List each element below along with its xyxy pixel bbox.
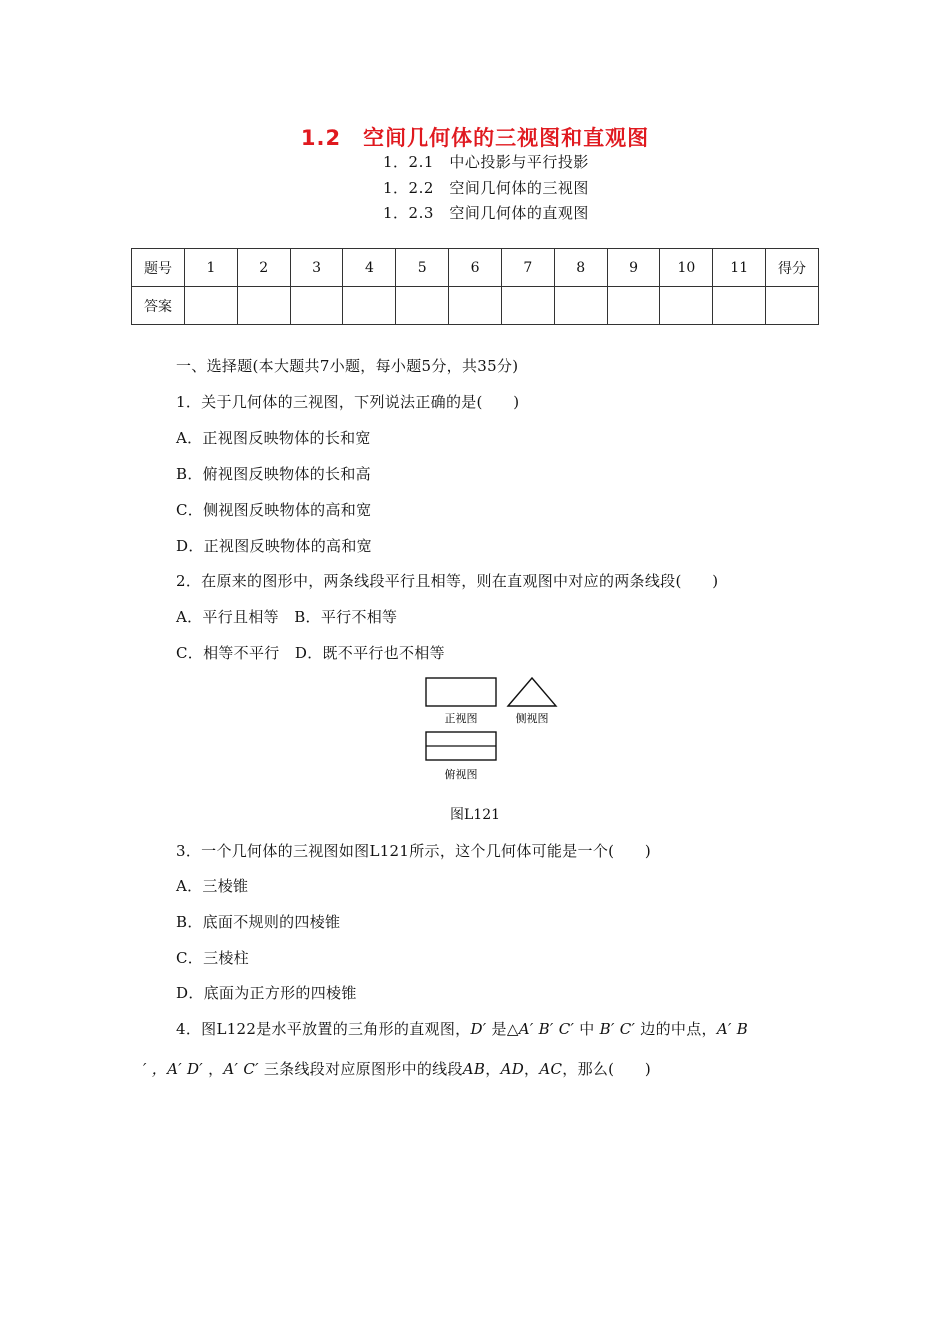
answer-cell[interactable] xyxy=(501,287,554,325)
number-cell-3: 3 xyxy=(290,249,343,287)
question-2-options-cd: C．相等不平行 D．既不平行也不相等 xyxy=(176,644,445,662)
row-label-answer: 答案 xyxy=(132,287,185,325)
q4-text: 中 xyxy=(574,1020,600,1038)
answer-cell[interactable] xyxy=(660,287,713,325)
number-cell-6: 6 xyxy=(449,249,502,287)
subtitle-1: 1．2.1 中心投影与平行投影 xyxy=(383,153,589,171)
question-2-options-ab: A．平行且相等 B．平行不相等 xyxy=(176,608,398,626)
number-cell-11: 11 xyxy=(713,249,766,287)
front-view-rectangle xyxy=(426,678,496,706)
question-1-stem: 1．关于几何体的三视图，下列说法正确的是( ) xyxy=(176,393,520,411)
answer-table xyxy=(131,248,819,325)
q4-text: ，那么( ) xyxy=(562,1060,652,1078)
q4-var: A′ C′ xyxy=(223,1060,259,1078)
number-cell-7: 7 xyxy=(501,249,554,287)
section-heading: 一、选择题(本大题共7小题，每小题5分，共35分) xyxy=(176,357,519,375)
question-4-line-2 xyxy=(143,1058,651,1079)
question-4-line-1 xyxy=(176,1018,748,1039)
row-label-number: 题号 xyxy=(132,249,185,287)
score-cell[interactable] xyxy=(766,287,819,325)
q4-text: 是△ xyxy=(486,1020,519,1038)
side-view-label: 侧视图 xyxy=(515,712,549,725)
answer-cell[interactable] xyxy=(343,287,396,325)
question-3-option-b: B．底面不规则的四棱锥 xyxy=(176,913,341,931)
question-1-option-c: C．侧视图反映物体的高和宽 xyxy=(176,501,372,519)
front-view-label: 正视图 xyxy=(444,712,478,725)
subtitle-3: 1．2.3 空间几何体的直观图 xyxy=(383,204,589,222)
q4-text: 4．图L122是水平放置的三角形的直观图， xyxy=(176,1020,471,1038)
subtitle-2: 1．2.2 空间几何体的三视图 xyxy=(383,179,589,197)
question-3-option-d: D．底面为正方形的四棱锥 xyxy=(176,984,357,1002)
number-cell-2: 2 xyxy=(237,249,290,287)
q4-text: ， xyxy=(524,1060,540,1078)
page-title: 1.2 空间几何体的三视图和直观图 xyxy=(300,126,650,150)
three-view-figure xyxy=(420,676,565,786)
answer-cell[interactable] xyxy=(237,287,290,325)
number-cell-10: 10 xyxy=(660,249,713,287)
q4-var: A′ D′ xyxy=(167,1060,204,1078)
question-3-stem: 3．一个几何体的三视图如图L121所示，这个几何体可能是一个( ) xyxy=(176,842,652,860)
side-view-triangle xyxy=(508,678,556,706)
question-1-option-b: B．俯视图反映物体的长和高 xyxy=(176,465,371,483)
table-row-numbers xyxy=(132,249,819,287)
figure-caption: 图L121 xyxy=(449,807,501,823)
number-cell-8: 8 xyxy=(554,249,607,287)
q4-var: AC xyxy=(539,1060,563,1078)
q4-text: 边的中点， xyxy=(635,1020,717,1038)
q4-text: 三条线段对应原图形中的线段 xyxy=(258,1060,463,1078)
q4-var: A′ B′ C′ xyxy=(518,1020,575,1038)
question-2-stem: 2．在原来的图形中，两条线段平行且相等，则在直观图中对应的两条线段( ) xyxy=(176,572,719,590)
q4-var: D′ xyxy=(470,1020,487,1038)
number-cell-9: 9 xyxy=(607,249,660,287)
answer-cell[interactable] xyxy=(607,287,660,325)
question-1-option-d: D．正视图反映物体的高和宽 xyxy=(176,537,372,555)
answer-cell[interactable] xyxy=(185,287,238,325)
question-1-option-a: A．正视图反映物体的长和宽 xyxy=(176,429,371,447)
answer-cell[interactable] xyxy=(290,287,343,325)
q4-text: ， xyxy=(203,1060,224,1078)
answer-cell[interactable] xyxy=(713,287,766,325)
q4-var: AB xyxy=(462,1060,486,1078)
number-cell-1: 1 xyxy=(185,249,238,287)
number-cell-4: 4 xyxy=(343,249,396,287)
answer-cell[interactable] xyxy=(554,287,607,325)
answer-cell[interactable] xyxy=(449,287,502,325)
q4-text: ， xyxy=(485,1060,501,1078)
q4-var: A′ B xyxy=(716,1020,749,1038)
number-cell-5: 5 xyxy=(396,249,449,287)
answer-cell[interactable] xyxy=(396,287,449,325)
score-label-cell: 得分 xyxy=(766,249,819,287)
table-row-answers xyxy=(132,287,819,325)
q4-var: ′ ， xyxy=(143,1060,168,1078)
question-3-option-a: A．三棱锥 xyxy=(176,877,249,895)
top-view-label: 俯视图 xyxy=(444,768,478,781)
question-3-option-c: C．三棱柱 xyxy=(176,949,249,967)
q4-var: AD xyxy=(500,1060,525,1078)
q4-var: B′ C′ xyxy=(599,1020,636,1038)
